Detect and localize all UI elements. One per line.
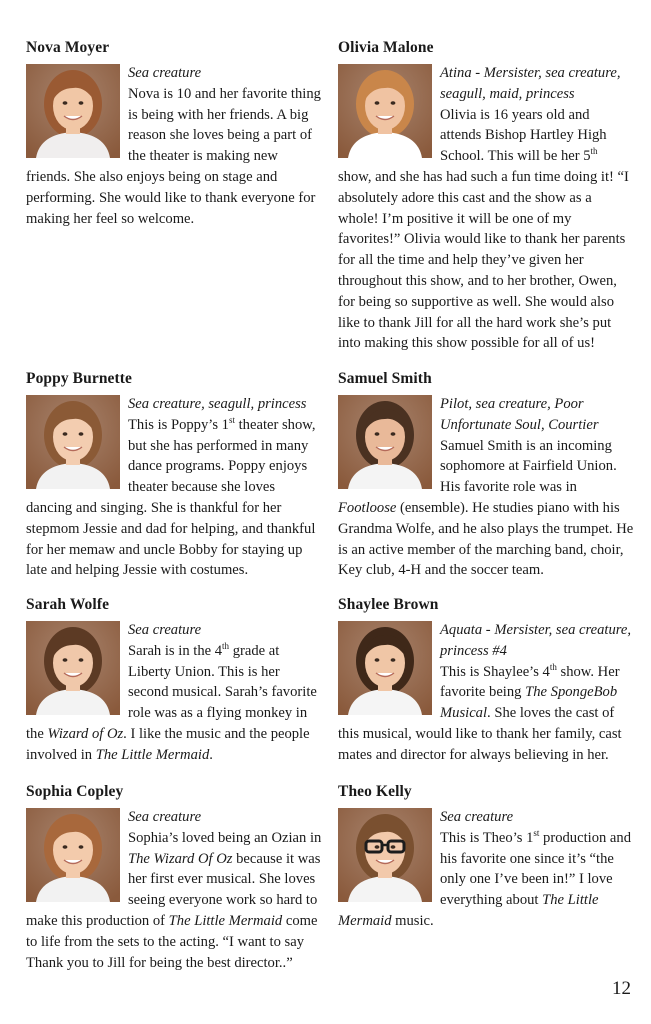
bio-text-segment: Sophia’s loved being an Ozian in [128,829,322,846]
bio-text-segment: . She loves the cast of this musical, would like to thank her family, cast mates and director for always believing in her. [338,705,622,763]
role-list: Sea creature [128,622,202,638]
bio-text-segment: production and his favorite one since it’s “the only one I’ve been in!” I love everything about [440,829,632,909]
bio-text-segment: theater show, but she has performed in many dance programs. Poppy enjoys theater because she loves dancing and singing. She is thankful for her stepmom Jessie and dad for helping, and thankful for her memaw and uncle Bobby for staying up late and helping Jessie with costumes. [26,416,316,579]
show-title: The Little Mermaid [168,912,283,929]
performer-name: Nova Moyer [26,39,110,56]
role-list: Sea creature [440,809,514,825]
headshot-photo [338,808,432,902]
bio-text-segment: This is Shaylee’s 4 [440,663,550,680]
bio-text-segment: This is Poppy’s 1 [128,416,229,433]
role-list: Sea creature, seagull, princess [128,396,307,412]
bio-text-segment: This is Theo’s 1 [440,829,534,846]
show-title: The Wizard Of Oz [128,850,233,867]
ordinal-suffix: st [228,414,235,425]
performer-name: Theo Kelly [338,783,412,800]
bio-text-segment: grade at Liberty Union. This is her second musical. Sarah’s favorite role was as a flying monkey in the [26,642,317,742]
bio-shaylee-brown [338,595,634,766]
performer-name: Sophia Copley [26,783,124,800]
headshot-photo [26,64,120,158]
bio-poppy-burnette [26,369,322,581]
show-title: Footloose [338,499,397,516]
role-list: Sea creature [128,809,202,825]
show-title: The SpongeBob Musical [440,684,618,722]
performer-name: Olivia Malone [338,39,434,56]
ordinal-suffix: th [222,640,230,651]
bio-theo-kelly [338,782,634,932]
bio-nova-moyer [26,38,322,229]
bio-text-segment: (ensemble). He studies piano with his Grandma Wolfe, and he also plays the trumpet. He is an active member of the marching band, choir, Key club, 4-H and the soccer team. [338,499,634,579]
bio-text-segment: show, and she has had such a fun time doing it! “I absolutely adore this cast and the show as a whole! I’m positive it will be one of my favorites!” Olivia would like to thank her parents for all the time and help they’ve given her throughout this show, and to her brother, Owen, for being so supportive as well. She would also like to thank Jill for all the hard work she’s put into making this show possible for all of us! [338,168,629,352]
role-list: Aquata - Mersister, sea creature, princess #4 [440,622,632,659]
role-list: Pilot, sea creature, Poor Unfortunate Soul, Courtier [440,396,599,433]
bio-text-segment: because it was her first ever musical. She loves seeing everyone work so hard to make this production of [26,850,321,929]
show-title: The Little Mermaid [95,746,210,763]
show-title: Wizard of Oz [47,725,124,742]
bio-samuel-smith [338,369,634,581]
bio-olivia-malone [338,38,634,354]
bio-sophia-copley [26,782,322,973]
bio-text-segment: Sarah is in the 4 [128,642,223,659]
bio-text-segment: show. Her favorite being [440,663,620,701]
bio-text-segment: Olivia is 16 years old and attends Bishop Hartley High School. This will be her 5 [440,106,607,165]
bio-text-segment: come to life from the sets to the acting. “I want to say Thank you to Jill for being the best director..” [26,912,318,971]
bio-text-segment: . [209,746,213,763]
performer-name: Poppy Burnette [26,370,133,387]
performer-name: Shaylee Brown [338,596,439,613]
show-title: The Little Mermaid [338,892,599,929]
headshot-photo [26,395,120,489]
bio-sarah-wolfe [26,595,322,766]
headshot-photo [26,808,120,902]
role-list: Sea creature [128,65,202,81]
bio-text-segment: music. [391,912,434,929]
headshot-photo [338,64,432,158]
bio-text-segment: Nova is 10 and her favorite thing is being with her friends. A big reason she loves being a part of the theater is making new friends. She also enjoys being on stage and performing. She would like to thank everyone for making her feel so welcome. [26,85,321,227]
page-number: 12 [612,978,631,999]
headshot-photo [26,621,120,715]
ordinal-suffix: th [590,146,598,157]
bio-text-segment: . I like the music and the people involved in [26,725,310,763]
headshot-photo [338,621,432,715]
bio-text-segment: Samuel Smith is an incoming sophomore at Fairfield Union. His favorite role was in [440,437,617,496]
ordinal-suffix: th [549,661,557,672]
performer-name: Sarah Wolfe [26,596,110,613]
ordinal-suffix: st [533,827,540,838]
performer-name: Samuel Smith [338,370,432,387]
headshot-photo [338,395,432,489]
role-list: Atina - Mersister, sea creature, seagull, maid, princess [440,65,621,102]
